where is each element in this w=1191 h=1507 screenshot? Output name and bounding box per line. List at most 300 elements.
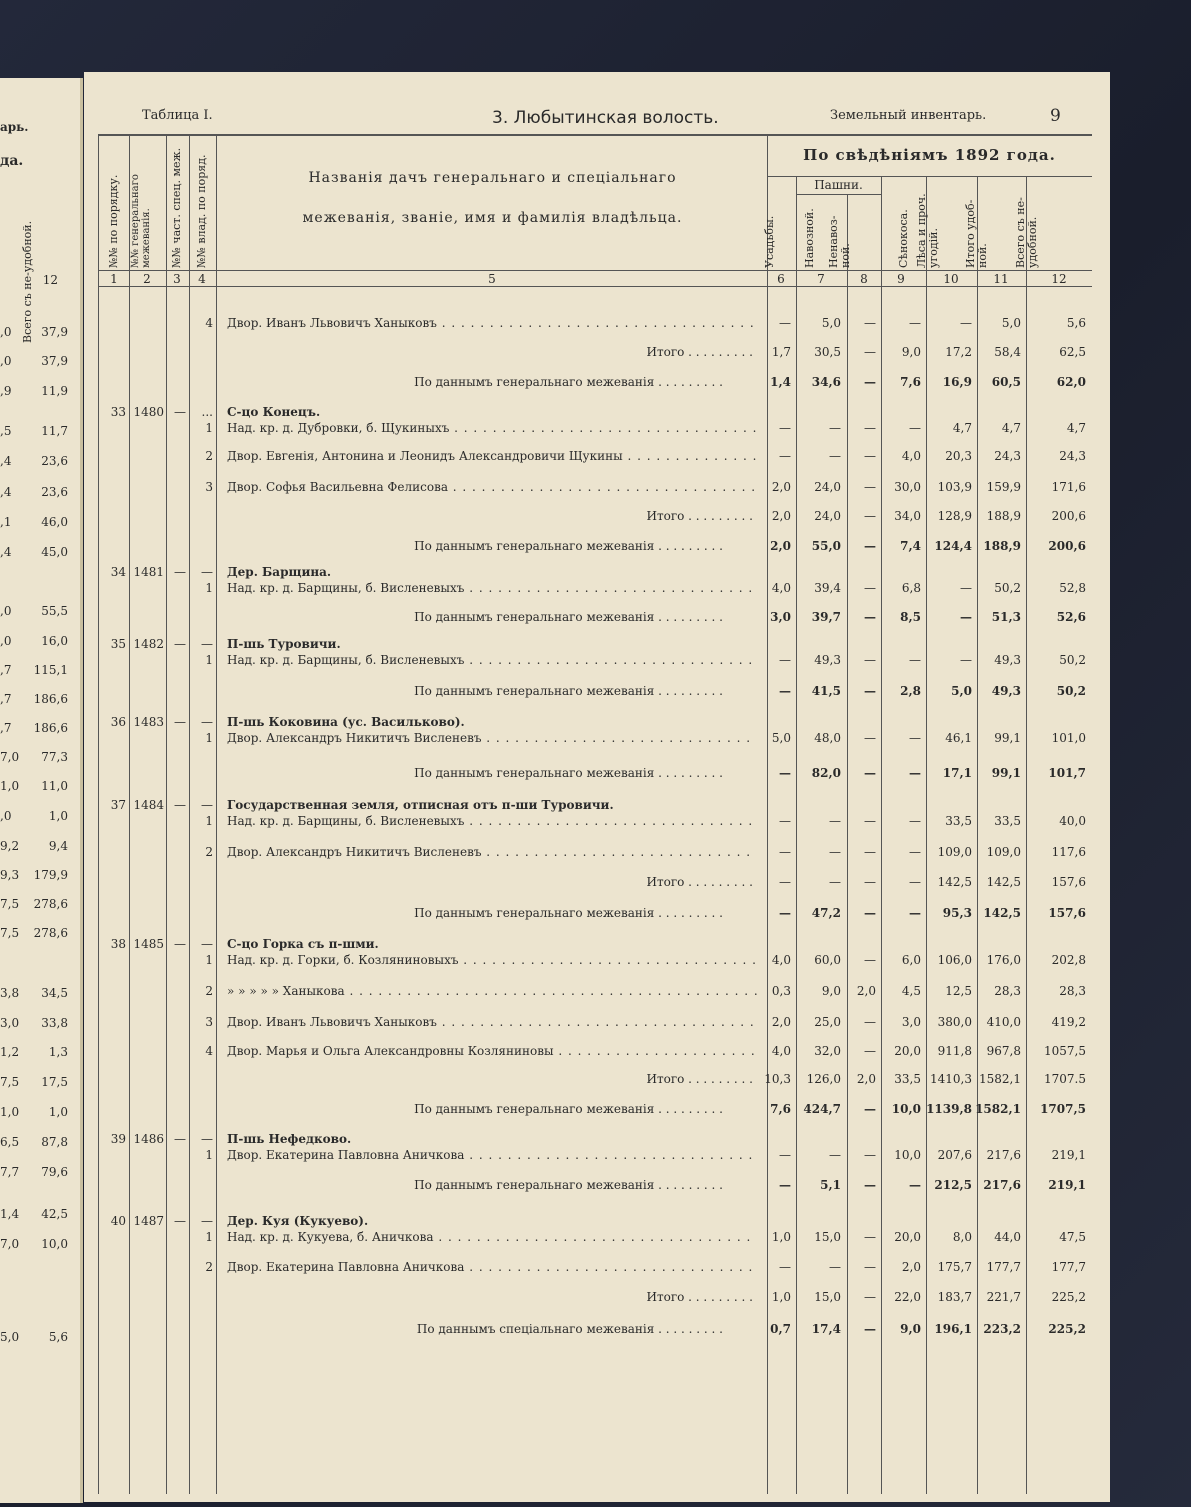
value-col-8: — (864, 766, 876, 780)
table-row (84, 1015, 1110, 1035)
value-col-7: 424,7 (803, 1102, 841, 1116)
value-col-12: 219,1 (1051, 1148, 1086, 1162)
value-col-12: 225,2 (1051, 1290, 1086, 1304)
row-description: Над. кр. д. Барщины, б. Висленевыхъ . . . (227, 814, 757, 828)
owner-number: 4 (205, 1044, 213, 1058)
value-col-12: 202,8 (1051, 953, 1086, 967)
table-row (84, 1072, 1110, 1092)
value-col-12: 1057,5 (1044, 1044, 1086, 1058)
value-col-9: 34,0 (894, 509, 921, 523)
row-description: Дер. Куя (Кукуево). (227, 1214, 369, 1228)
value-col-12: 177,7 (1051, 1260, 1086, 1274)
value-col-11: 217,6 (986, 1148, 1021, 1162)
table-row (84, 345, 1110, 365)
value-col-12: 419,2 (1051, 1015, 1086, 1029)
column-number-7: 7 (817, 272, 825, 286)
value-col-10: 109,0 (937, 845, 972, 859)
value-col-9: 20,0 (894, 1230, 921, 1244)
owner-number: 2 (205, 1260, 213, 1274)
value-col-11: 33,5 (994, 814, 1021, 828)
left-total-value: 34,5 (41, 986, 68, 1000)
value-col-9: — (909, 875, 921, 889)
row-description: П-шь Нефедково. (227, 1132, 352, 1146)
part-number: — (174, 1132, 186, 1146)
table-row (84, 731, 1110, 751)
table-row (84, 581, 1110, 601)
value-col-9: 2,0 (901, 1260, 921, 1274)
value-col-9: 6,0 (901, 953, 921, 967)
value-col-8: — (864, 1015, 876, 1029)
value-col-9: — (909, 845, 921, 859)
row-description: Двор. Иванъ Львовичъ Ханыковъ . . . (227, 1015, 757, 1029)
value-col-6: 10,3 (764, 1072, 791, 1086)
row-description: Двор. Александръ Никитичъ Висленевъ . . . (227, 845, 757, 859)
value-col-6: — (779, 766, 791, 780)
page: Таблица I. 3. Любытинская волость. Земельный инвентарь. 9 №№ по порядку. №№ генеральнаго межеванія. №№ част. спец. меж. №№ влад. по поряд. Названія дачъ генеральнаго и спеціальнаго межеванія, званіе, имя и фамилія владѣльца. По свѣдѣніямъ 1892 года. Пашни. Усадьбы. Навозной. Ненавоз-ной. Сѣнокоса. Лѣса и проч. угодій. Итого удоб-ной. Всего съ не-удобной. 1 2 3 4 5 6 7 8 9 10 11 12 4 Двор. Иванъ Львовичъ Ханыковъ . . . — 5,0 — — — 5,0 5,6 Итого . . . . . . . . . 1,7 30,5 — 9,0 17,2 58,4 62,5 По даннымъ генеральнаго межеванія . . . . . . . . . 1,4 34,6 — 7,6 16,9 60,5 62,0 33 1480 — ... С-цо Конецъ. 1 Над. кр. д. Дубровки, б. Щукиныхъ . . . — — — — 4,7 4,7 4,7 2 Двор. Евгенія, Антонина и Леонидъ Александровичи Щукины . . . — — — 4,0 20,3 24,3 24,3 3 Двор. Софья Васильевна Фелисова . . . 2,0 24,0 — 30,0 103,9 159,9 171,6 Итого . . . . . . . . . 2,0 24,0 — 34,0 128,9 188,9 200,6 По даннымъ генеральнаго межеванія . . . . . . . . . 2,0 55,0 — 7,4 124,4 188,9 200,6 34 1481 — — Дер. Барщина. 1 Над. кр. д. Барщины, б. Висленевыхъ . . . 4,0 39,4 — 6,8 — 50,2 52,8 По даннымъ генеральнаго межеванія . . . . . . . . . 3,0 39,7 — 8,5 — 51,3 52,6 35 1482 — — П-шь Туровичи. 1 Над. кр. д. Барщины, б. Висленевыхъ . . . — 49,3 — — — 49,3 50,2 По даннымъ генеральнаго межеванія . . . . . . . . . — 41,5 — 2,8 5,0 49,3 50,2 36 1483 — — П-шь Коковина (ус. Васильково). 1 Двор. Александръ Никитичъ Висленевъ . . . 5,0 48,0 — — 46,1 99,1 101,0 По даннымъ генеральнаго межеванія . . . . . . . . . — 82,0 — — 17,1 99,1 101,7 37 1484 — — Государственная земля, отписная отъ п-ши Туровичи. 1 Над. кр. д. Барщины, б. Висленевыхъ . . . — — — — 33,5 33,5 40,0 2 Двор. Александръ Никитичъ Висленевъ . . . — — — — 109,0 109,0 117,6 Итого . . . . . . . . . — — — — 142,5 142,5 157,6 По даннымъ генеральнаго межеванія . . . . . . . . . — 47,2 — — 95,3 142,5 157,6 38 1485 — — С-цо Горка съ п-шми. 1 Над. кр. д. Горки, б. Козляниновыхъ . . . 4,0 60,0 — 6,0 106,0 176,0 202,8 2 » » » » » Ханыкова . . . 0,3 9,0 2,0 4,5 12,5 28,3 28,3 3 Двор. Иванъ Львовичъ Ханыковъ . . . 2,0 25,0 — 3,0 380,0 410,0 419,2 4 Двор. Марья и Ольга Александровны Козляниновы . . . 4,0 32,0 — 20,0 911,8 967,8 1057,5 Итого . . . . . . . . . 10,3 126,0 2,0 33,5 1410,3 1582,1 1707.5 По даннымъ генеральнаго межеванія . . . . . . . . . 7,6 424,7 — 10,0 1139,8 1582,1 1707,5 39 1486 — — П-шь Нефедково. 1 Двор. Екатерина Павловна Аничкова . . . — — — 10,0 207,6 217,6 219,1 По даннымъ генеральнаго межеванія . . . . . . . . . — 5,1 — — 212,5 217,6 219,1 40 1487 — — Дер. Куя (Кукуево). 1 Над. кр. д. Кукуева, б. Аничкова . . . 1,0 15,0 — 20,0 8,0 44,0 47,5 2 Двор. Екатерина Павловна Аничкова . . . — — — 2,0 175,7 177,7 177,7 Итого . . . . . . . . . 1,0 15,0 — 22,0 183,7 221,7 225,2 По даннымъ спеціальнаго межеванія . . . . . . . . . 0,7 17,4 — 9,0 196,1 223,2 225,2 (84, 72, 1110, 1502)
row-number: 40 (110, 1214, 126, 1228)
owner-number: 3 (205, 480, 213, 494)
value-col-12: 101,0 (1051, 731, 1086, 745)
owner-number: 2 (205, 449, 213, 463)
owner-number: 1 (205, 421, 213, 435)
value-col-8: — (864, 421, 876, 435)
value-col-7: 30,5 (814, 345, 841, 359)
value-col-9: — (909, 421, 921, 435)
table-row (84, 953, 1110, 973)
value-col-10: 1139,8 (926, 1102, 972, 1116)
left-total-value: 115,1 (33, 663, 68, 677)
value-col-11: 44,0 (994, 1230, 1021, 1244)
value-col-8: — (864, 539, 876, 553)
value-col-12: 47,5 (1059, 1230, 1086, 1244)
table-row (84, 1178, 1110, 1198)
row-description: С-цо Горка съ п-шми. (227, 937, 379, 951)
value-col-11: 1582,1 (975, 1102, 1021, 1116)
column-number-4: 4 (198, 272, 206, 286)
left-total-value: 23,6 (41, 454, 68, 468)
table-label: Таблица I. (142, 108, 213, 123)
value-col-10: 17,1 (942, 766, 972, 780)
value-col-10: 5,0 (951, 684, 972, 698)
value-col-7: 24,0 (814, 509, 841, 523)
left-total-value: 278,6 (33, 897, 68, 911)
part-number: — (174, 937, 186, 951)
row-number: 38 (110, 937, 126, 951)
left-fragment-value: ,9 (0, 384, 12, 398)
value-col-7: — (829, 449, 841, 463)
numbers-bottom-rule (98, 286, 1092, 287)
left-total-value: 1,3 (48, 1045, 68, 1059)
value-col-10: 106,0 (937, 953, 972, 967)
gen-number: 1485 (133, 937, 164, 951)
value-col-9: 9,0 (901, 345, 921, 359)
table-row (84, 1044, 1110, 1064)
row-description: С-цо Конецъ. (227, 405, 321, 419)
value-col-10: 380,0 (937, 1015, 972, 1029)
value-col-10: 16,9 (942, 375, 972, 389)
value-col-9: — (909, 814, 921, 828)
value-col-10: 183,7 (937, 1290, 972, 1304)
owner-number: — (201, 937, 213, 951)
value-col-8: — (864, 449, 876, 463)
value-col-12: 219,1 (1048, 1178, 1086, 1192)
row-description: Двор. Марья и Ольга Александровны Козляниновы . . . (227, 1044, 757, 1058)
table-row (84, 509, 1110, 529)
left-total-value: 179,9 (33, 868, 68, 882)
table-row (84, 845, 1110, 865)
value-col-11: 176,0 (986, 953, 1021, 967)
row-description: Итого . . . . . . . . . (646, 345, 753, 359)
value-col-6: 2,0 (770, 539, 791, 553)
row-description: » » » » » Ханыкова . . . (227, 984, 757, 998)
value-col-8: — (864, 731, 876, 745)
header-bottom-rule (98, 270, 1092, 271)
value-col-11: 4,7 (1001, 421, 1021, 435)
value-col-9: 6,8 (901, 581, 921, 595)
row-number: 37 (110, 798, 126, 812)
value-col-8: 2,0 (856, 984, 876, 998)
column-number-2: 2 (143, 272, 151, 286)
value-col-8: — (864, 581, 876, 595)
col-header-5-line2: межеванія, званіе, имя и фамилія владѣльца. (302, 210, 683, 226)
value-col-8: — (864, 1290, 876, 1304)
value-col-10: 196,1 (934, 1322, 972, 1336)
col-header-5-line1: Названія дачъ генеральнаго и спеціальнаго (308, 170, 677, 186)
value-col-8: — (864, 1044, 876, 1058)
value-col-7: 126,0 (806, 1072, 841, 1086)
table-row (84, 449, 1110, 469)
value-col-6: — (779, 449, 791, 463)
value-col-6: 2,0 (771, 1015, 791, 1029)
left-title-fragment: да. (0, 153, 24, 169)
table-row (84, 984, 1110, 1004)
value-col-12: 50,2 (1059, 653, 1086, 667)
value-col-7: 41,5 (811, 684, 841, 698)
table-row (84, 1230, 1110, 1250)
left-total-value: 55,5 (41, 604, 68, 618)
column-number-10: 10 (943, 272, 959, 286)
value-col-9: 4,5 (901, 984, 921, 998)
value-col-11: 49,3 (991, 684, 1021, 698)
value-col-12: 24,3 (1059, 449, 1086, 463)
value-col-12: 1707.5 (1044, 1072, 1086, 1086)
value-col-10: — (960, 581, 972, 595)
value-col-11: 142,5 (986, 875, 1021, 889)
value-col-7: 25,0 (814, 1015, 841, 1029)
left-fragment-value: 5,0 (0, 1330, 20, 1344)
value-col-9: 10,0 (891, 1102, 921, 1116)
value-col-6: 4,0 (771, 953, 791, 967)
value-col-8: — (864, 375, 876, 389)
row-description: Двор. Иванъ Львовичъ Ханыковъ . . . (227, 316, 757, 330)
row-description: По даннымъ генеральнаго межеванія . . . . . . . . . (414, 1178, 723, 1192)
owner-number: 1 (205, 1230, 213, 1244)
owner-number: 2 (205, 845, 213, 859)
row-description: Над. кр. д. Барщины, б. Висленевыхъ . . . (227, 653, 757, 667)
value-col-12: 200,6 (1048, 539, 1086, 553)
value-col-12: 5,6 (1066, 316, 1086, 330)
row-description: Над. кр. д. Горки, б. Козляниновыхъ . . . (227, 953, 757, 967)
value-col-7: 15,0 (814, 1290, 841, 1304)
table-row (84, 1102, 1110, 1122)
value-col-10: 33,5 (945, 814, 972, 828)
row-number: 36 (110, 715, 126, 729)
value-col-9: 3,0 (901, 1015, 921, 1029)
value-col-11: 58,4 (994, 345, 1021, 359)
value-col-12: 40,0 (1059, 814, 1086, 828)
left-total-value: 11,9 (41, 384, 68, 398)
value-col-7: 47,2 (811, 906, 841, 920)
value-col-6: — (779, 1178, 791, 1192)
left-total-value: 45,0 (41, 545, 68, 559)
table-row (84, 814, 1110, 834)
value-col-11: 217,6 (983, 1178, 1021, 1192)
left-fragment-value: ,4 (0, 454, 12, 468)
value-col-6: — (779, 421, 791, 435)
value-col-6: — (779, 845, 791, 859)
value-col-11: 99,1 (994, 731, 1021, 745)
left-total-value: 37,9 (41, 325, 68, 339)
value-col-10: 103,9 (937, 480, 972, 494)
value-col-10: 46,1 (945, 731, 972, 745)
value-col-11: 177,7 (986, 1260, 1021, 1274)
value-col-6: 1,0 (771, 1230, 791, 1244)
value-col-6: — (779, 875, 791, 889)
value-col-12: 1707,5 (1040, 1102, 1086, 1116)
value-col-6: — (779, 1148, 791, 1162)
table-row (84, 480, 1110, 500)
left-fragment-value: 3,8 (0, 986, 20, 1000)
left-fragment-value: 3,0 (0, 1016, 20, 1030)
left-fragment-value: 7,0 (0, 750, 20, 764)
value-col-11: 221,7 (986, 1290, 1021, 1304)
value-col-11: 99,1 (991, 766, 1021, 780)
value-col-7: — (829, 1148, 841, 1162)
value-col-9: 30,0 (894, 480, 921, 494)
value-col-7: 34,6 (811, 375, 841, 389)
owner-number: — (201, 1214, 213, 1228)
value-col-8: 2,0 (856, 1072, 876, 1086)
value-col-9: 20,0 (894, 1044, 921, 1058)
value-col-11: 142,5 (983, 906, 1021, 920)
table-row (84, 375, 1110, 395)
row-number: 34 (110, 565, 126, 579)
value-col-6: 0,7 (770, 1322, 791, 1336)
left-fragment-value: 1,2 (0, 1045, 20, 1059)
value-col-7: — (829, 845, 841, 859)
table-row (84, 1260, 1110, 1280)
column-number-3: 3 (173, 272, 181, 286)
value-col-9: 8,5 (900, 610, 921, 624)
value-col-12: 62,0 (1056, 375, 1086, 389)
value-col-7: 39,4 (814, 581, 841, 595)
left-total-value: 42,5 (41, 1207, 68, 1221)
left-total-value: 186,6 (33, 721, 68, 735)
value-col-6: 5,0 (771, 731, 791, 745)
left-column-number: 12 (42, 273, 58, 287)
owner-number: 1 (205, 1148, 213, 1162)
left-total-value: 1,0 (48, 1105, 68, 1119)
column-number-12: 12 (1051, 272, 1067, 286)
left-fragment-value: 7,7 (0, 1165, 20, 1179)
table-row (84, 421, 1110, 441)
column-number-8: 8 (860, 272, 868, 286)
left-fragment-value: 1,4 (0, 1207, 20, 1221)
owner-number: — (201, 565, 213, 579)
value-col-8: — (864, 684, 876, 698)
value-col-7: 32,0 (814, 1044, 841, 1058)
row-description: По даннымъ генеральнаго межеванія . . . . . . . . . (414, 375, 723, 389)
value-col-9: 7,6 (900, 375, 921, 389)
value-col-10: — (960, 316, 972, 330)
value-col-10: 212,5 (934, 1178, 972, 1192)
row-description: По даннымъ генеральнаго межеванія . . . . . . . . . (414, 1102, 723, 1116)
value-col-7: — (829, 814, 841, 828)
left-fragment-value: 7,5 (0, 1075, 20, 1089)
value-col-8: — (864, 316, 876, 330)
row-description: Итого . . . . . . . . . (646, 1290, 753, 1304)
left-fragment-value: 7,5 (0, 897, 20, 911)
value-col-7: 15,0 (814, 1230, 841, 1244)
part-number: — (174, 405, 186, 419)
value-col-11: 109,0 (986, 845, 1021, 859)
owner-number: 1 (205, 953, 213, 967)
value-col-10: 4,7 (952, 421, 972, 435)
row-description: Над. кр. д. Дубровки, б. Щукиныхъ . . . (227, 421, 757, 435)
value-col-8: — (864, 906, 876, 920)
value-col-10: 1410,3 (930, 1072, 972, 1086)
value-col-11: 28,3 (994, 984, 1021, 998)
left-fragment-value: ,1 (0, 515, 12, 529)
owner-number: 1 (205, 581, 213, 595)
left-fragment-value: 9,2 (0, 839, 20, 853)
column-number-5: 5 (488, 272, 496, 286)
row-description: Государственная земля, отписная отъ п-ши Туровичи. (227, 798, 614, 812)
owner-number: — (201, 1132, 213, 1146)
value-col-11: 188,9 (986, 509, 1021, 523)
value-col-8: — (864, 845, 876, 859)
value-col-6: 4,0 (771, 1044, 791, 1058)
row-number: 35 (110, 637, 126, 651)
table-row (84, 906, 1110, 926)
value-col-7: — (829, 1260, 841, 1274)
value-col-11: 50,2 (994, 581, 1021, 595)
value-col-10: 8,0 (952, 1230, 972, 1244)
row-description: По даннымъ генеральнаго межеванія . . . . . . . . . (414, 766, 723, 780)
part-number: — (174, 715, 186, 729)
value-col-8: — (864, 1178, 876, 1192)
value-col-7: 82,0 (811, 766, 841, 780)
page-title: 3. Любытинская волость. (492, 108, 719, 128)
value-col-6: — (779, 814, 791, 828)
table-row (84, 653, 1110, 673)
row-description: Двор. Александръ Никитичъ Висленевъ . . . (227, 731, 757, 745)
gen-number: 1481 (133, 565, 164, 579)
left-total-value: 77,3 (41, 750, 68, 764)
part-number: — (174, 565, 186, 579)
left-header-fragment: арь. (0, 120, 29, 134)
value-col-6: 4,0 (771, 581, 791, 595)
value-col-9: — (909, 316, 921, 330)
value-col-6: — (779, 906, 791, 920)
value-col-12: 52,8 (1059, 581, 1086, 595)
left-fragment-value: ,4 (0, 485, 12, 499)
value-col-11: 24,3 (994, 449, 1021, 463)
value-col-9: 4,0 (901, 449, 921, 463)
value-col-8: — (864, 509, 876, 523)
table-row (84, 1290, 1110, 1310)
value-col-11: 223,2 (983, 1322, 1021, 1336)
value-col-8: — (864, 1102, 876, 1116)
value-col-7: 55,0 (811, 539, 841, 553)
value-col-9: — (909, 766, 921, 780)
value-col-12: 50,2 (1056, 684, 1086, 698)
value-col-8: — (864, 875, 876, 889)
left-fragment-value: ,7 (0, 721, 12, 735)
value-col-7: — (829, 875, 841, 889)
group-rule (767, 176, 1092, 177)
value-col-9: 7,4 (900, 539, 921, 553)
page-number: 9 (1050, 106, 1061, 126)
row-description: По даннымъ генеральнаго межеванія . . . . . . . . . (414, 906, 723, 920)
value-col-11: 60,5 (991, 375, 1021, 389)
left-fragment-value: 6,5 (0, 1135, 20, 1149)
row-number: 33 (110, 405, 126, 419)
left-total-value: 11,0 (41, 779, 68, 793)
row-description: По даннымъ спеціальнаго межеванія . . . . . . . . . (416, 1322, 723, 1336)
row-description: Двор. Екатерина Павловна Аничкова . . . (227, 1148, 757, 1162)
gen-number: 1486 (133, 1132, 164, 1146)
left-fragment-value: ,0 (0, 325, 12, 339)
gen-number: 1484 (133, 798, 164, 812)
value-col-8: — (864, 610, 876, 624)
row-description: По даннымъ генеральнаго межеванія . . . . . . . . . (414, 684, 723, 698)
part-number: — (174, 798, 186, 812)
gen-number: 1487 (133, 1214, 164, 1228)
value-col-10: 124,4 (934, 539, 972, 553)
left-total-value: 5,6 (48, 1330, 68, 1344)
value-col-7: 48,0 (814, 731, 841, 745)
owner-number: 3 (205, 1015, 213, 1029)
left-total-value: 1,0 (48, 809, 68, 823)
value-col-12: 28,3 (1059, 984, 1086, 998)
owner-number: ... (201, 405, 213, 419)
left-fragment-value: 1,0 (0, 1105, 20, 1119)
left-total-value: 87,8 (41, 1135, 68, 1149)
left-total-value: 16,0 (41, 634, 68, 648)
row-description: Дер. Барщина. (227, 565, 332, 579)
left-fragment-value: ,0 (0, 634, 12, 648)
left-total-value: 17,5 (41, 1075, 68, 1089)
left-total-value: 33,8 (41, 1016, 68, 1030)
left-fragment-value: ,7 (0, 663, 12, 677)
value-col-10: 128,9 (937, 509, 972, 523)
value-col-8: — (864, 1322, 876, 1336)
table-top-rule (98, 134, 1092, 136)
left-fragment-value: 9,3 (0, 868, 20, 882)
value-col-9: — (909, 906, 921, 920)
value-col-8: — (864, 814, 876, 828)
value-col-10: — (960, 653, 972, 667)
value-col-10: 142,5 (937, 875, 972, 889)
value-col-6: — (779, 653, 791, 667)
pashni-title: Пашни. (814, 178, 863, 192)
row-description: Итого . . . . . . . . . (646, 509, 753, 523)
value-col-12: 171,6 (1051, 480, 1086, 494)
row-description: По даннымъ генеральнаго межеванія . . . . . . . . . (414, 610, 723, 624)
value-col-8: — (864, 480, 876, 494)
value-col-8: — (864, 953, 876, 967)
